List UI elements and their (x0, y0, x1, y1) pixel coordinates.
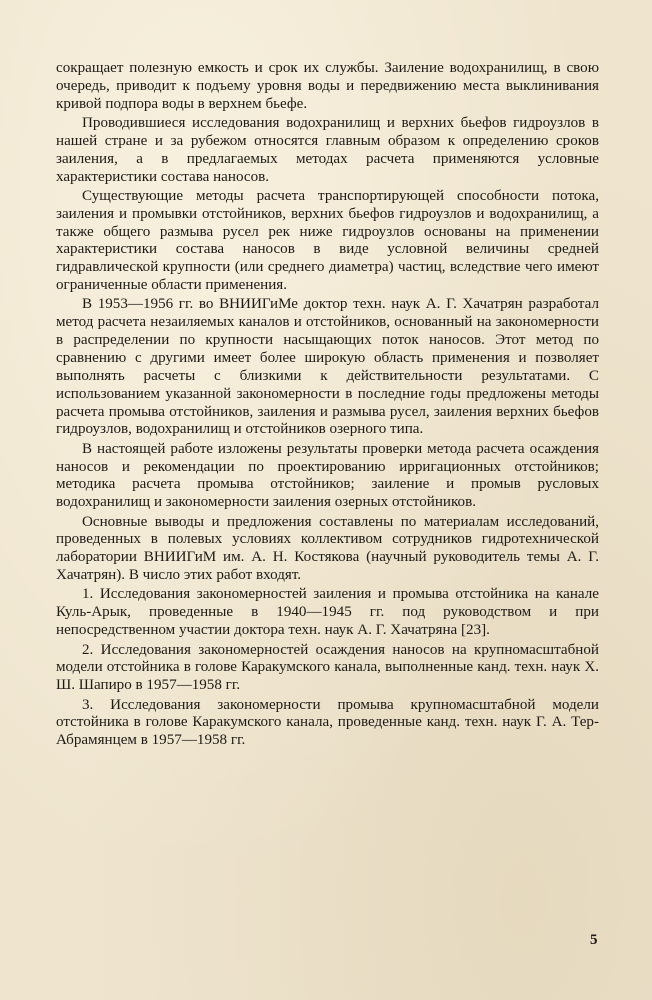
paragraph: Основные выводы и предложения составлены по материалам исследований, проведенных в полевых условиях коллективом сотрудников гидротехнической лаборатории ВНИИГиМ им. А. Н. Костякова (научный руководитель темы А. Г. Хачатрян). В число этих работ входят. (56, 513, 599, 584)
paragraph: сокращает полезную емкость и срок их службы. Заиление водохранилищ, в свою очередь, приводит к подъему уровня воды и передвижению места выклинивания кривой подпора воды в верхнем бьефе. (56, 60, 599, 112)
paragraph: В настоящей работе изложены результаты проверки метода расчета осаждения наносов и рекомендации по проектированию ирригационных отстойников; методика расчета промыва отстойников; заиление и промыв русловых водохранилищ и закономерности заиления озерных отстойников. (56, 440, 599, 511)
paragraph: Существующие методы расчета транспортирующей способности потока, заиления и промывки отстойников, верхних бьефов гидроузлов и водохранилищ, а также общего размыва русел рек ниже гидроузлов основаны на применении характеристики состава наносов в виде условной величины средней гидравлической крупности (или среднего диаметра) частиц, вследствие чего имеют ограниченные области применения. (56, 187, 599, 294)
paragraph: В 1953—1956 гг. во ВНИИГиМе доктор техн. наук А. Г. Хачатрян разработал метод расчета незаиляемых каналов и отстойников, основанный на закономерности в распределении по крупности насыщающих поток наносов. Этот метод по сравнению с другими имеет более широкую область применения и позволяет выполнять расчеты с близкими к действительности результатами. С использованием указанной закономерности в последние годы предложены методы расчета промыва отстойников, заиления и размыва русел, заиления верхних бьефов гидроузлов, водохранилищ и отстойников озерного типа. (56, 296, 599, 438)
list-item: 2. Исследования закономерностей осаждения наносов на крупномасштабной модели отстойника в голове Каракумского канала, выполненные канд. техн. наук Х. Ш. Шапиро в 1957—1958 гг. (56, 641, 599, 694)
body-text (56, 60, 599, 752)
list-item: 3. Исследования закономерности промыва крупномасштабной модели отстойника в голове Каракумского канала, проведенные канд. техн. наук Г. А. Тер-Абрамянцем в 1957—1958 гг. (56, 696, 599, 749)
page-number: 5 (590, 932, 598, 948)
paragraph: Проводившиеся исследования водохранилищ и верхних бьефов гидроузлов в нашей стране и за рубежом относятся главным образом к определению сроков заиления, а в предлагаемых методах расчета применяются условные характеристики состава наносов. (56, 115, 599, 185)
list-item: 1. Исследования закономерностей заиления и промыва отстойника на канале Куль-Арык, проведенные в 1940—1945 гг. под руководством и при непосредственном участии доктора техн. наук А. Г. Хачатряна [23]. (56, 586, 599, 639)
